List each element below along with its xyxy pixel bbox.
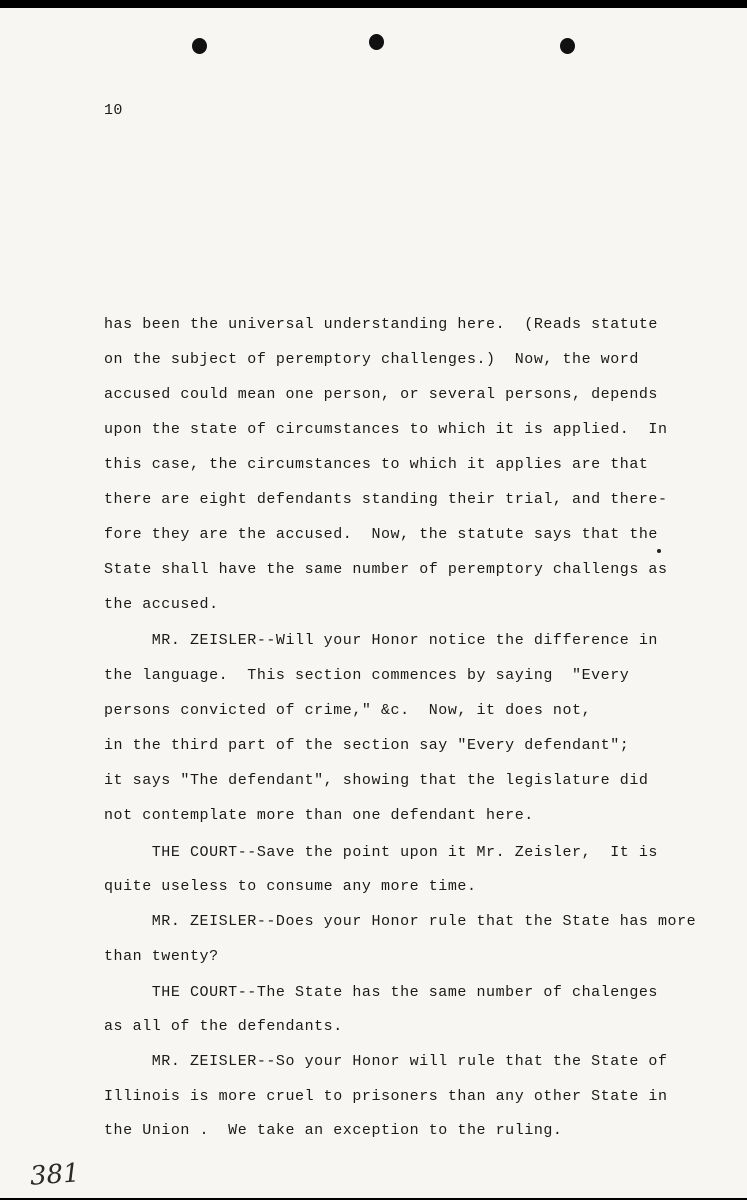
text-line: the language. This section commences by saying "Every [104,667,630,684]
transcript-body [104,8,704,1200]
text-line: MR. ZEISLER--Will your Honor notice the difference in [104,632,658,649]
handwritten-page-number: 381 [29,1158,81,1192]
text-line: persons convicted of crime," &c. Now, it does not, [104,702,592,719]
text-line: THE COURT--The State has the same number of chalenges [104,984,658,1001]
text-line: not contemplate more than one defendant here. [104,807,534,824]
text-line: THE COURT--Save the point upon it Mr. Zeisler, It is [104,844,658,861]
text-line: State shall have the same number of peremptory challengs as [104,561,668,578]
ink-speck [657,549,661,553]
text-line: the Union . We take an exception to the ruling. [104,1122,563,1139]
text-line: Illinois is more cruel to prisoners than any other State in [104,1088,668,1105]
text-line: as all of the defendants. [104,1018,343,1035]
text-line: this case, the circumstances to which it applies are that [104,456,649,473]
text-line: upon the state of circumstances to which it is applied. In [104,421,668,438]
text-line: it says "The defendant", showing that the legislature did [104,772,649,789]
page-number: 10 [104,102,123,119]
text-line: has been the universal understanding here. (Reads statute [104,316,658,333]
text-line: fore they are the accused. Now, the statute says that the [104,526,658,543]
text-line: accused could mean one person, or several persons, depends [104,386,658,403]
text-line: than twenty? [104,948,219,965]
text-line: the accused. [104,596,219,613]
paper-sheet [0,8,747,1198]
text-line: there are eight defendants standing their trial, and there- [104,491,668,508]
text-line: MR. ZEISLER--So your Honor will rule that the State of [104,1053,668,1070]
text-line: MR. ZEISLER--Does your Honor rule that the State has more [104,913,697,930]
text-line: quite useless to consume any more time. [104,878,477,895]
text-line: in the third part of the section say "Every defendant"; [104,737,630,754]
text-line: on the subject of peremptory challenges.) Now, the word [104,351,639,368]
